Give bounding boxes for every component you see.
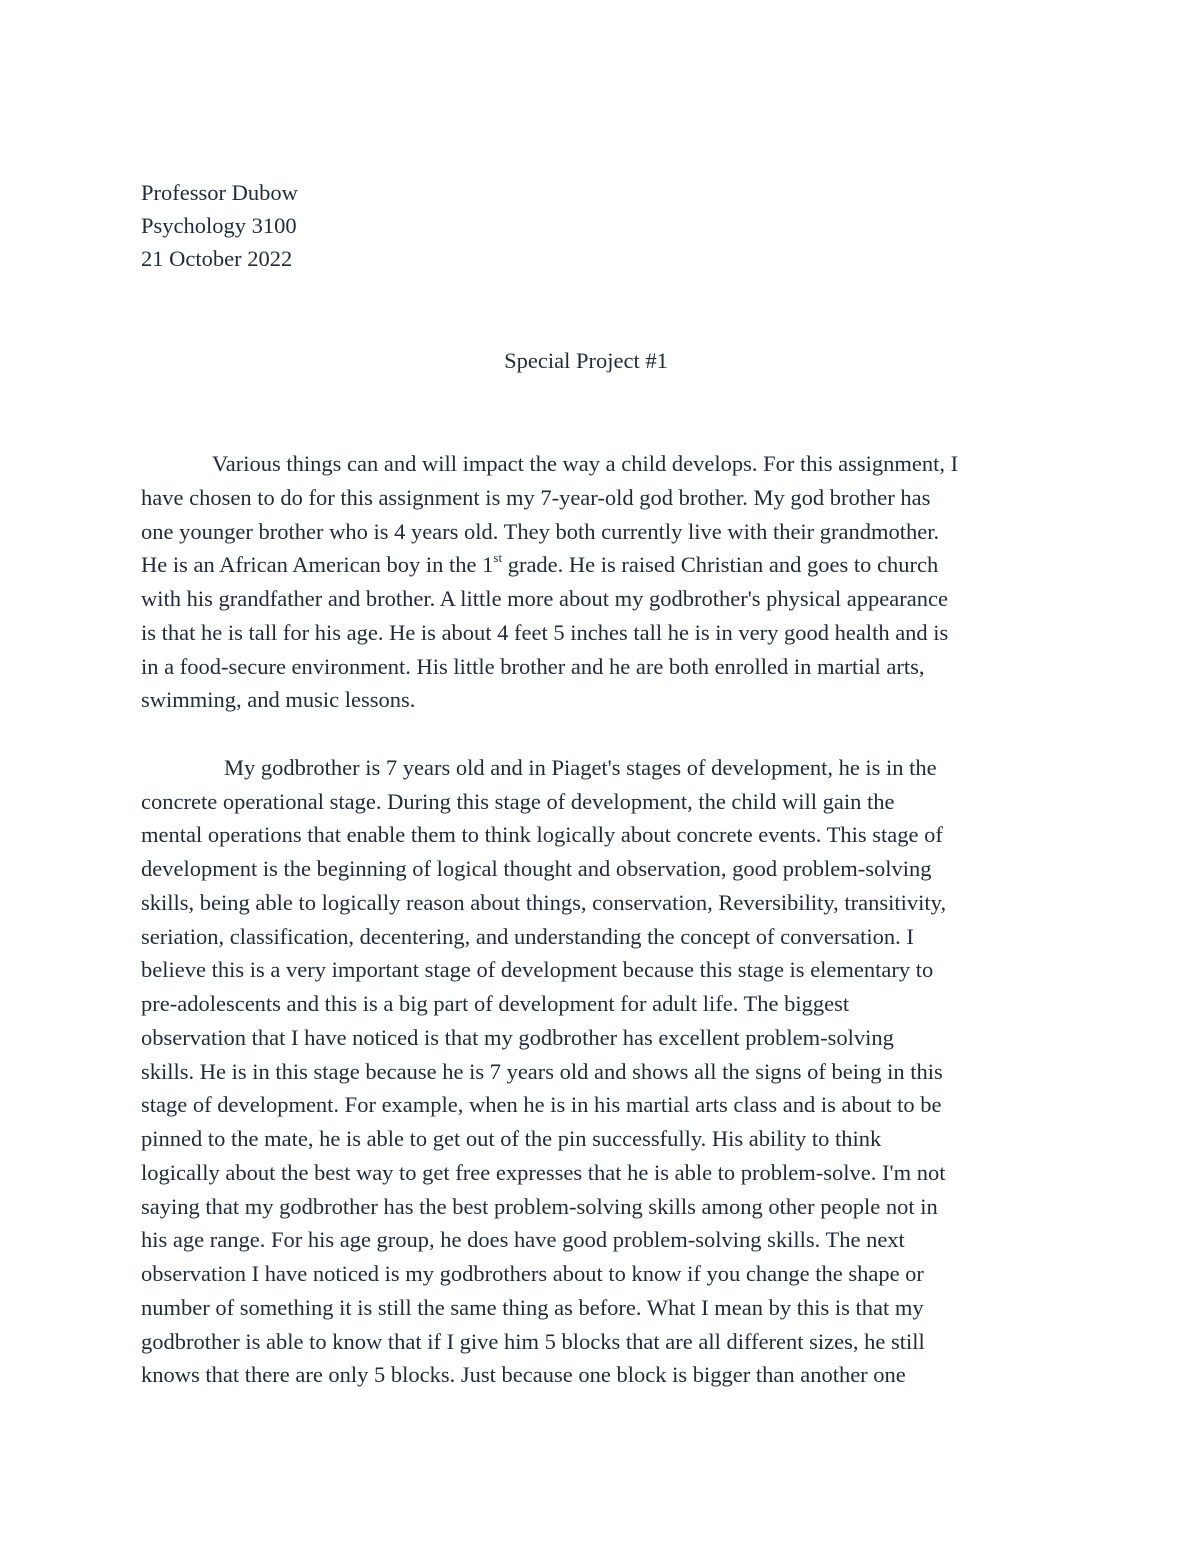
paragraph-line: stage of development. For example, when he is in his martial arts class and is about to be (141, 1092, 942, 1118)
paragraph-1 (141, 447, 1071, 717)
paragraph-line: observation that I have noticed is that my godbrother has excellent problem-solving (141, 1024, 894, 1050)
paragraph-line: in a food-secure environment. His little brother and he are both enrolled in martial arts, (141, 653, 925, 679)
ordinal-superscript: st (493, 549, 503, 565)
paragraph-line: skills. He is in this stage because he is 7 years old and shows all the signs of being in this (141, 1058, 943, 1084)
paragraph-line: one younger brother who is 4 years old. They both currently live with their grandmother. (141, 518, 940, 544)
paragraph-line: believe this is a very important stage of development because this stage is elementary to (141, 957, 934, 983)
paragraph-line: number of something it is still the same thing as before. What I mean by this is that my (141, 1294, 924, 1320)
document-date: 21 October 2022 (141, 246, 293, 271)
paragraph-line: Various things can and will impact the way a child develops. For this assignment, I (212, 451, 959, 476)
paragraph-line: logically about the best way to get free expresses that he is able to problem-solve. I'm not (141, 1159, 946, 1185)
paragraph-line: development is the beginning of logical thought and observation, good problem-solving (141, 856, 932, 881)
paragraph-spacer (141, 717, 1071, 751)
paragraph-line: saying that my godbrother has the best problem-solving skills among other people not in (141, 1193, 938, 1219)
paragraph-line: knows that there are only 5 blocks. Just because one block is bigger than another one (141, 1362, 906, 1388)
paragraph-line (141, 548, 1071, 582)
paragraph-line: concrete operational stage. During this stage of development, the child will gain the (141, 788, 895, 814)
paragraph-line: his age range. For his age group, he does have good problem-solving skills. The next (141, 1227, 905, 1253)
paragraph-line: mental operations that enable them to think logically about concrete events. This stage of (141, 822, 943, 848)
line-text: He is an African American boy in the 1 (141, 552, 494, 578)
paragraph-line: swimming, and music lessons. (141, 687, 416, 713)
paragraph-line: have chosen to do for this assignment is my 7-year-old god brother. My god brother has (141, 484, 931, 510)
document-body (141, 447, 1071, 1392)
paragraph-line: skills, being able to logically reason about things, conservation, Reversibility, transitivity, (141, 889, 947, 915)
line-text: grade. He is raised Christian and goes to church (502, 552, 939, 578)
professor-name: Professor Dubow (141, 180, 298, 205)
paragraph-line: is that he is tall for his age. He is about 4 feet 5 inches tall he is in very good health and is (141, 619, 949, 645)
document-title: Special Project #1 (504, 348, 668, 373)
paragraph-2 (141, 751, 1071, 1392)
paragraph-line: pre-adolescents and this is a big part of development for adult life. The biggest (141, 991, 850, 1016)
paragraph-line: pinned to the mate, he is able to get out of the pin successfully. His ability to think (141, 1126, 882, 1151)
paragraph-line: with his grandfather and brother. A little more about my godbrother's physical appearance (141, 586, 948, 611)
paragraph-line: observation I have noticed is my godbrothers about to know if you change the shape or (141, 1261, 924, 1286)
paragraph-line: seriation, classification, decentering, and understanding the concept of conversation. I (141, 923, 914, 949)
course-name: Psychology 3100 (141, 213, 297, 238)
document-header (141, 176, 298, 275)
paragraph-line: My godbrother is 7 years old and in Piaget's stages of development, he is in the (224, 754, 937, 780)
paragraph-line: godbrother is able to know that if I give him 5 blocks that are all different sizes, he still (141, 1328, 925, 1354)
